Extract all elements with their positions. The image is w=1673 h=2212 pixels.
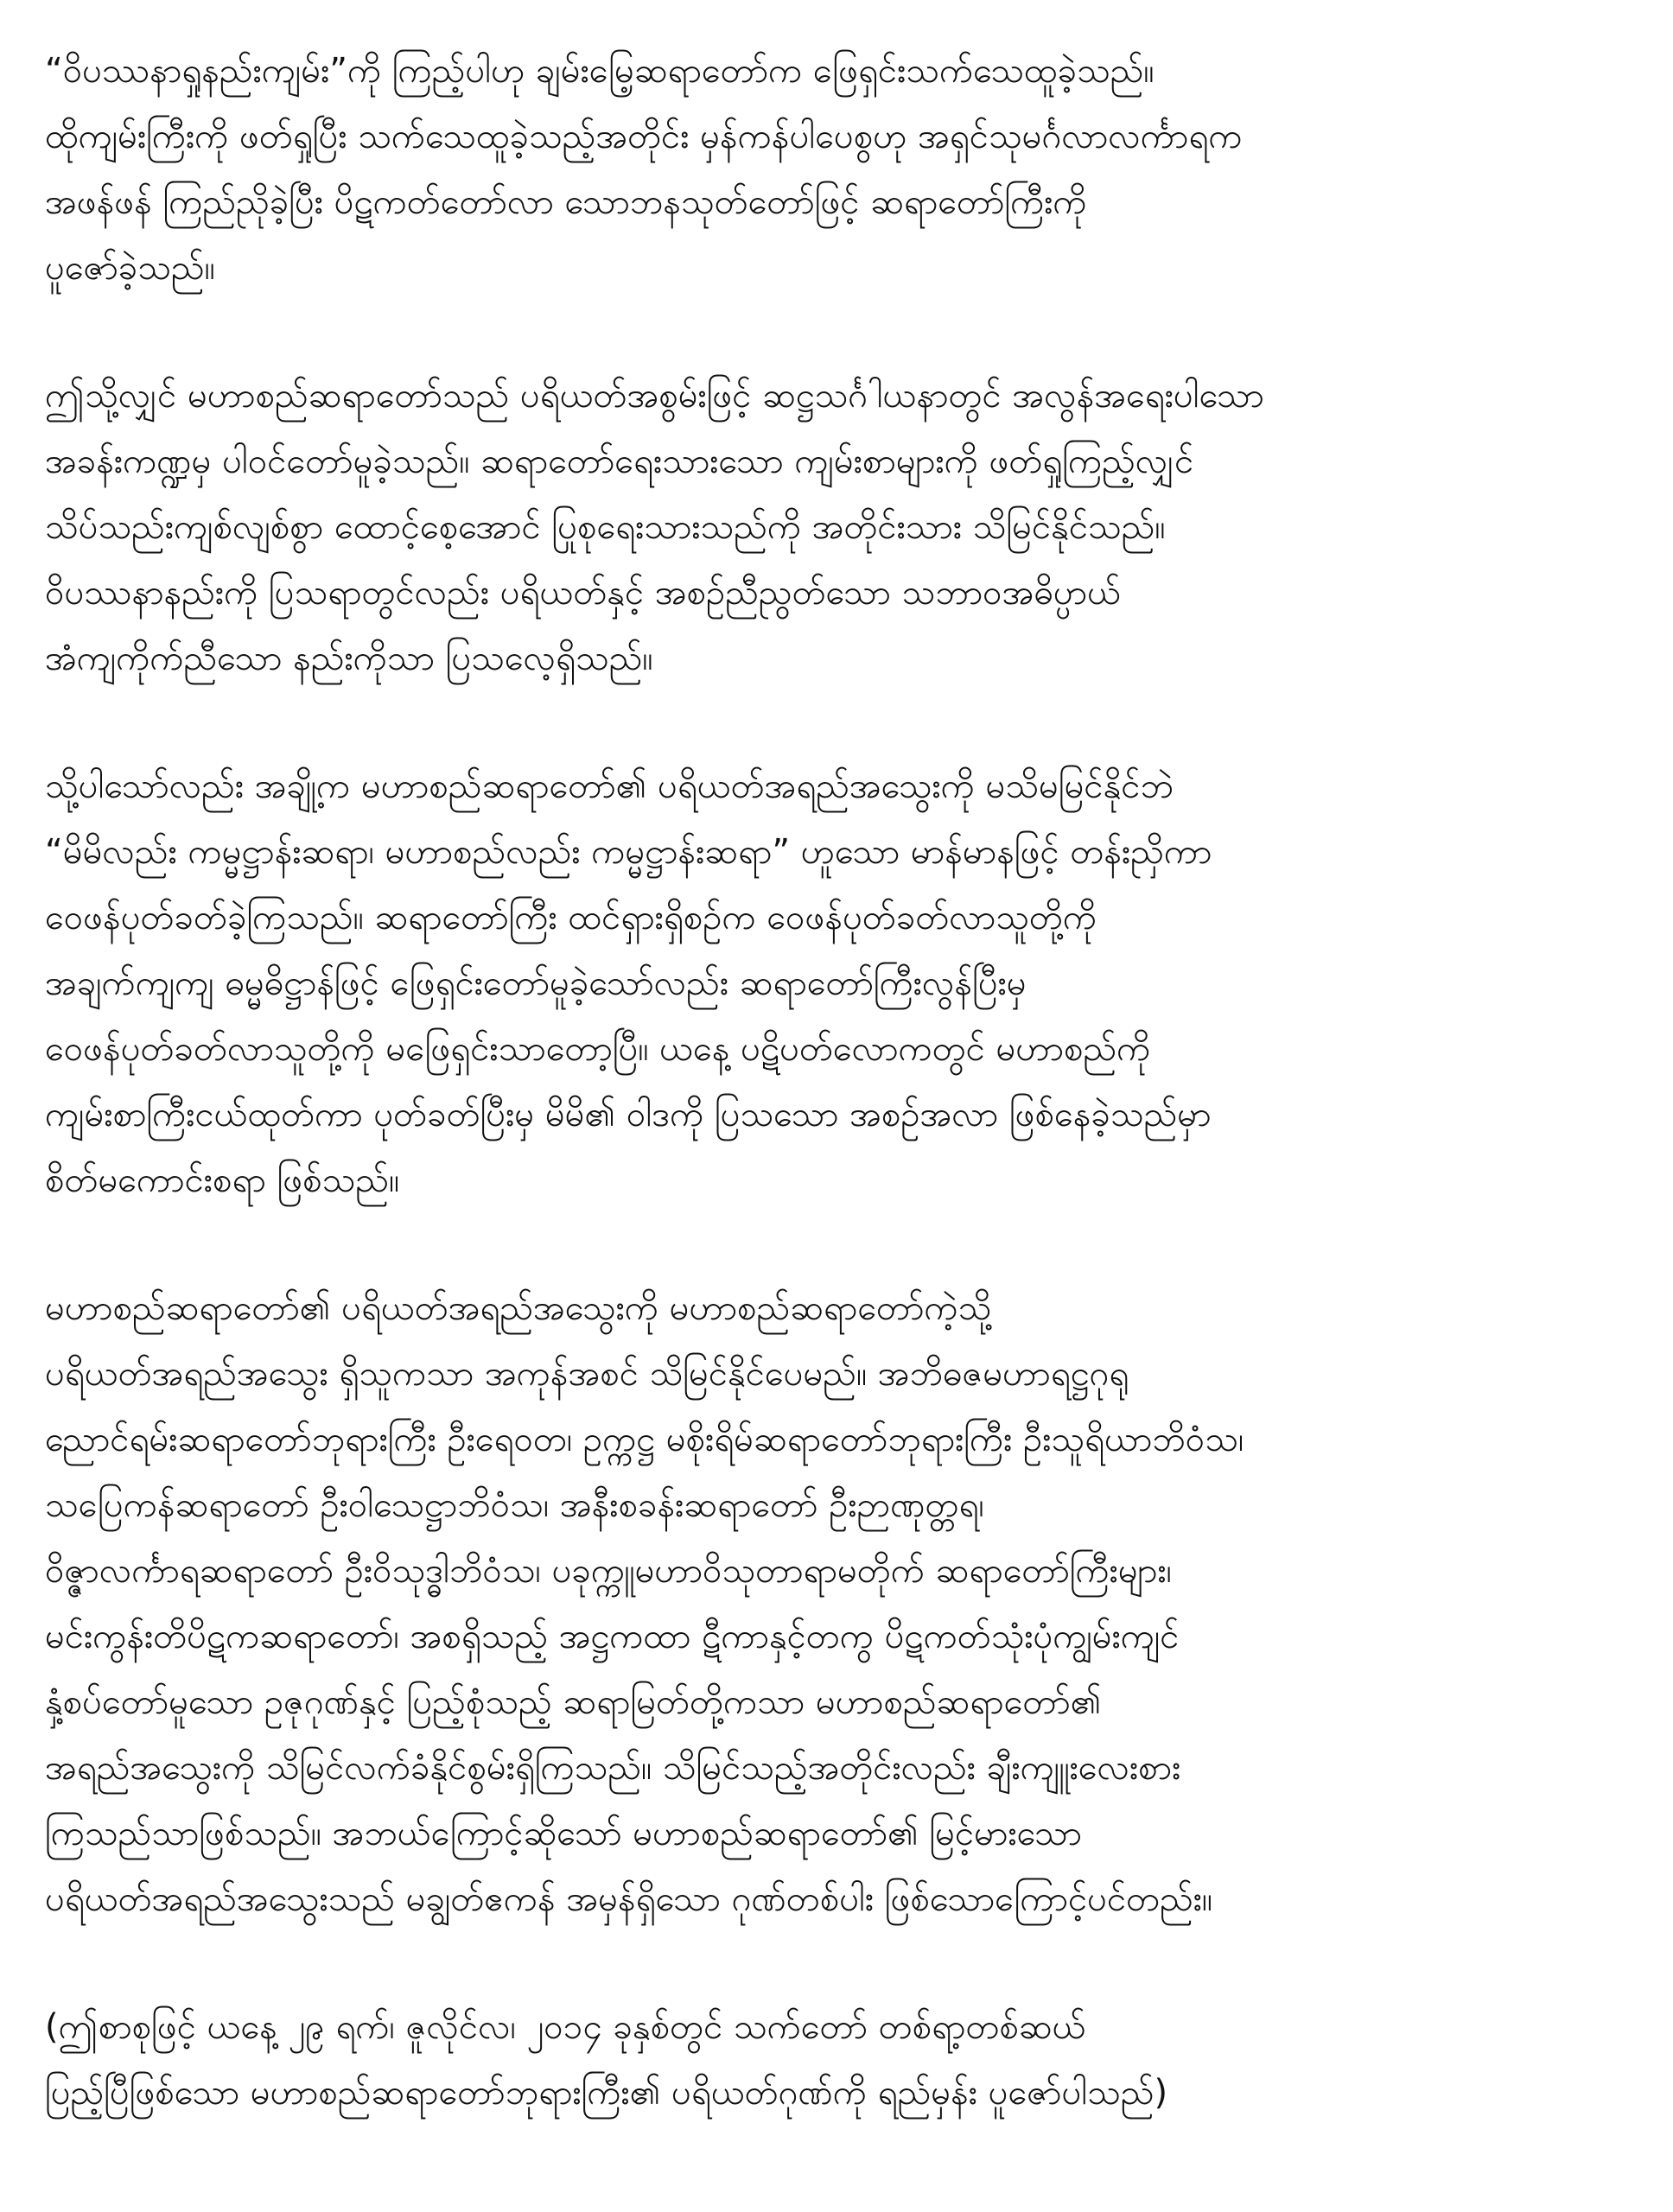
text-line: မဟာစည်ဆရာတော်၏ ပရိယတ်အရည်အသွေးကို မဟာစည်ဆရာတော်ကဲ့သို့ [45,1288,992,1328]
text-line: အဖန်ဖန် ကြည်ညိုခဲ့ပြီး ပိဋကတ်တော်လာ သောဘနသုတ်တော်ဖြင့် ဆရာတော်ကြီးကို [45,182,1087,222]
text-line: ဝိပဿနာနည်းကို ပြသရာတွင်လည်း ပရိယတ်နှင့် အစဉ်ညီညွတ်သော သဘာဝအဓိပ္ပာယ် [45,573,1121,613]
text-line: ညောင်ရမ်းဆရာတော်ဘုရားကြီး ဦးရေဝတ၊ ဥက္ကဋ္ဌ မစိုးရိမ်ဆရာတော်ဘုရားကြီး ဦးသူရိယာဘိဝံသ၊ [45,1420,1244,1459]
text-line: “မိမိလည်း ကမ္မဋ္ဌာန်းဆရာ၊ မဟာစည်လည်း ကမ္မဋ္ဌာန်းဆရာ” ဟူသော မာန်မာနဖြင့် တန်းညှိကာ [45,832,1212,872]
text-line: ဝိဇ္ဇာလင်္ကာရဆရာတော် ဦးဝိသုဒ္ဓါဘိဝံသ၊ ပခုက္ကူမဟာဝိသုတာရာမတိုက် ဆရာတော်ကြီးများ၊ [45,1551,1172,1591]
text-line: ထိုကျမ်းကြီးကို ဖတ်ရှုပြီး သက်သေထူခဲ့သည့်အတိုင်း မှန်ကန်ပါပေစွဟု အရှင်သုမင်္ဂလာလင်္ကာရက [45,117,1243,156]
text-line: သိပ်သည်းကျစ်လျစ်စွာ ထောင့်စေ့အောင် ပြုစုရေးသားသည်ကို အတိုင်းသား သိမြင်နိုင်သည်။ [45,507,1166,547]
text-line: ဝေဖန်ပုတ်ခတ်လာသူတို့ကို မဖြေရှင်းသာတော့ပြီ။ ယနေ့ ပဋိပတ်လောကတွင် မဟာစည်ကို [45,1029,1151,1069]
text-line: ပူဇော်ခဲ့သည်။ [45,248,215,288]
text-line: “ဝိပဿနာရှုနည်းကျမ်း”ကို ကြည့်ပါဟု ချမ်းမြေ့ဆရာတော်က ဖြေရှင်းသက်သေထူခဲ့သည်။ [45,51,1155,91]
text-line: အချက်ကျကျ ဓမ္မဓိဋ္ဌာန်ဖြင့် ဖြေရှင်းတော်မူခဲ့သော်လည်း ဆရာတော်ကြီးလွန်ပြီးမှ [45,963,1027,1003]
text-line: ပရိယတ်အရည်အသွေး ရှိသူကသာ အကုန်အစင် သိမြင်နိုင်ပေမည်။ အဘိဓဇမဟာရဋ္ဌဂုရု [45,1354,1129,1394]
document-page [45,38,1635,2126]
paragraph-1 [45,38,1635,301]
text-line: ကြသည်သာဖြစ်သည်။ အဘယ်ကြောင့်ဆိုသော် မဟာစည်ဆရာတော်၏ မြင့်မားသော [45,1814,1082,1853]
text-line: အံကျကိုက်ညီသော နည်းကိုသာ ပြသလေ့ရှိသည်။ [45,639,653,678]
text-line: ဤသို့လျှင် မဟာစည်ဆရာတော်သည် ပရိယတ်အစွမ်းဖြင့် ဆဋ္ဌသင်္ဂါယနာတွင် အလွန်အရေးပါသော [45,376,1264,416]
text-line: (ဤစာစုဖြင့် ယနေ့ ၂၉ ရက်၊ ဇူလိုင်လ၊ ၂၀၁၄ ခုနှစ်တွင် သက်တော် တစ်ရာ့တစ်ဆယ် [45,2007,1086,2047]
text-line: ပြည့်ပြီဖြစ်သော မဟာစည်ဆရာတော်ဘုရားကြီး၏ ပရိယတ်ဂုဏ်ကို ရည်မှန်း ပူဇော်ပါသည်) [45,2073,1168,2113]
paragraph-2 [45,363,1635,691]
paragraph-4 [45,1275,1635,1932]
text-line: ဝေဖန်ပုတ်ခတ်ခဲ့ကြသည်။ ဆရာတော်ကြီး ထင်ရှားရှိစဉ်က ဝေဖန်ပုတ်ခတ်လာသူတို့ကို [45,898,1097,938]
paragraph-3 [45,753,1635,1213]
text-line: အရည်အသွေးကို သိမြင်လက်ခံနိုင်စွမ်းရှိကြသည်။ သိမြင်သည့်အတိုင်းလည်း ချီးကျူးလေးစား [45,1748,1181,1788]
text-line: နှံ့စပ်တော်မူသော ဥဇုဂုဏ်နှင့် ပြည့်စုံသည့် ဆရာမြတ်တို့ကသာ မဟာစည်ဆရာတော်၏ [45,1682,1102,1722]
paragraph-5 [45,1994,1635,2126]
text-line: သို့ပါသော်လည်း အချို့က မဟာစည်ဆရာတော်၏ ပရိယတ်အရည်အသွေးကို မသိမမြင်နိုင်ဘဲ [45,766,1174,806]
text-line: အခန်းကဏ္ဍမှ ပါဝင်တော်မူခဲ့သည်။ ဆရာတော်ရေးသားသော ကျမ်းစာများကို ဖတ်ရှုကြည့်လျှင် [45,442,1194,481]
text-line: ကျမ်းစာကြီးငယ်ထုတ်ကာ ပုတ်ခတ်ပြီးမှ မိမိ၏ ဝါဒကို ပြသသော အစဉ်အလာ ဖြစ်နေခဲ့သည်မှာ [45,1095,1212,1135]
text-line: စိတ်မကောင်းစရာ ဖြစ်သည်။ [45,1160,400,1200]
text-line: မင်းကွန်းတိပိဋကဆရာတော်၊ အစရှိသည့် အဋ္ဌကထာ ဋီကာနှင့်တကွ ပိဋကတ်သုံးပုံကျွမ်းကျင် [45,1617,1180,1656]
text-line: ပရိယတ်အရည်အသွေးသည် မချွတ်ဧကန် အမှန်ရှိသော ဂုဏ်တစ်ပါး ဖြစ်သောကြောင့်ပင်တည်း။ [45,1879,1213,1919]
text-line: သပြေကန်ဆရာတော် ဦးဝါသေဋ္ဌာဘိဝံသ၊ အနီးစခန်းဆရာတော် ဦးဉာဏုတ္တရ၊ [45,1485,984,1525]
